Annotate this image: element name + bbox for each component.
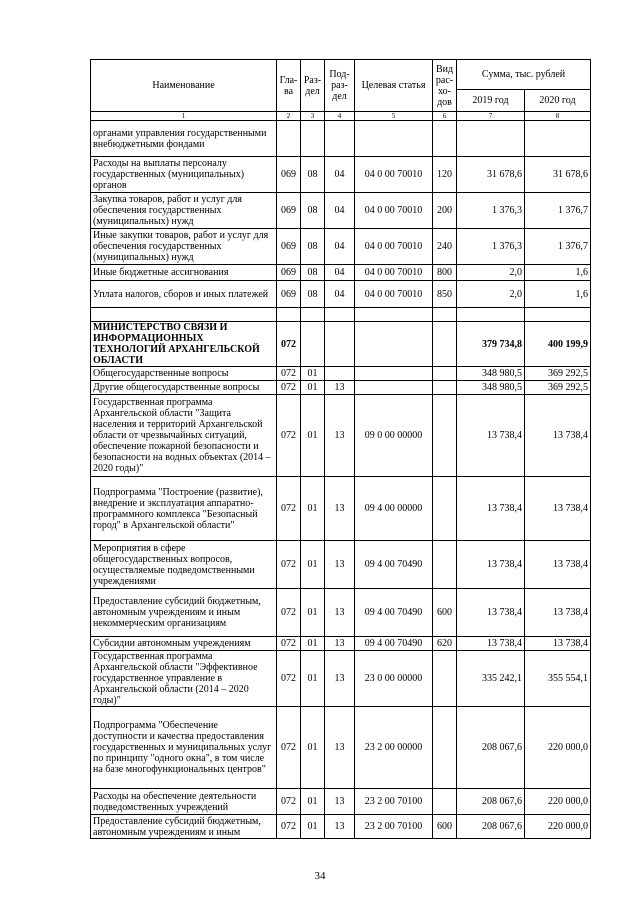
row-podrazdel: 04 — [325, 281, 355, 308]
row-name — [91, 308, 277, 322]
row-sum-2020 — [525, 121, 591, 157]
row-sum-2020: 1 376,7 — [525, 229, 591, 265]
row-glava: 072 — [277, 541, 301, 589]
row-sum-2020: 31 678,6 — [525, 157, 591, 193]
row-name: Закупка товаров, работ и услуг для обеспечения государственных (муниципальных) нужд — [91, 193, 277, 229]
row-sum-2019: 2,0 — [457, 281, 525, 308]
row-glava: 069 — [277, 265, 301, 281]
row-razdel: 08 — [301, 193, 325, 229]
table-row — [91, 707, 591, 789]
table-row — [91, 541, 591, 589]
row-sum-2019: 13 738,4 — [457, 589, 525, 637]
row-sum-2020: 1,6 — [525, 265, 591, 281]
row-vid: 800 — [433, 265, 457, 281]
row-target: 09 4 00 70490 — [355, 637, 433, 651]
row-sum-2020 — [525, 308, 591, 322]
row-target — [355, 381, 433, 395]
row-razdel: 01 — [301, 541, 325, 589]
row-razdel — [301, 322, 325, 367]
row-glava: 069 — [277, 193, 301, 229]
row-name: Мероприятия в сфере общегосударственных вопросов, осуществляемые подведомственными учреждениями — [91, 541, 277, 589]
row-name: МИНИСТЕРСТВО СВЯЗИ И ИНФОРМАЦИОННЫХ ТЕХНОЛОГИЙ АРХАНГЕЛЬСКОЙ ОБЛАСТИ — [91, 322, 277, 367]
row-name: Подпрограмма "Обеспечение доступности и качества предоставления государственных и муниципальных услуг по принципу "одного окна", в том числе на базе многофункциональных центров" — [91, 707, 277, 789]
header-podrazdel: Под-раз-дел — [325, 60, 355, 112]
row-glava: 072 — [277, 381, 301, 395]
page-number: 34 — [314, 870, 326, 882]
row-sum-2019: 348 980,5 — [457, 381, 525, 395]
row-target: 04 0 00 70010 — [355, 157, 433, 193]
row-vid — [433, 381, 457, 395]
row-razdel: 01 — [301, 637, 325, 651]
header-name: Наименование — [91, 60, 277, 112]
row-sum-2019: 348 980,5 — [457, 367, 525, 381]
column-number: 1 — [91, 112, 277, 121]
table-row — [91, 815, 591, 839]
row-sum-2019: 13 738,4 — [457, 541, 525, 589]
row-sum-2020: 13 738,4 — [525, 541, 591, 589]
table-row — [91, 157, 591, 193]
header-vid: Вид рас-хо-дов — [433, 60, 457, 112]
row-sum-2019: 379 734,8 — [457, 322, 525, 367]
row-sum-2020: 369 292,5 — [525, 381, 591, 395]
row-name: Иные бюджетные ассигнования — [91, 265, 277, 281]
header-target: Целевая статья — [355, 60, 433, 112]
row-target — [355, 322, 433, 367]
row-glava — [277, 308, 301, 322]
table-row — [91, 367, 591, 381]
row-sum-2019: 31 678,6 — [457, 157, 525, 193]
row-podrazdel: 13 — [325, 381, 355, 395]
row-sum-2020: 369 292,5 — [525, 367, 591, 381]
row-vid — [433, 789, 457, 815]
row-name: Другие общегосударственные вопросы — [91, 381, 277, 395]
row-razdel: 08 — [301, 157, 325, 193]
header-sum: Сумма, тыс. рублей — [457, 60, 591, 90]
row-name: Государственная программа Архангельской области "Защита населения и территорий Архангельской области от чрезвычайных ситуаций, обеспечение пожарной безопасности и безопасности на водных объектах (2014 – 2020 годы)" — [91, 395, 277, 477]
row-target: 23 2 00 00000 — [355, 707, 433, 789]
row-sum-2020: 13 738,4 — [525, 395, 591, 477]
row-name: Предоставление субсидий бюджетным, автономным учреждениям и иным некоммерческим организациям — [91, 589, 277, 637]
header-razdel: Раз-дел — [301, 60, 325, 112]
row-name: органами управления государственными внебюджетными фондами — [91, 121, 277, 157]
row-glava: 072 — [277, 589, 301, 637]
row-sum-2020: 13 738,4 — [525, 477, 591, 541]
row-glava: 072 — [277, 789, 301, 815]
row-glava: 069 — [277, 157, 301, 193]
row-podrazdel — [325, 367, 355, 381]
row-name: Иные закупки товаров, работ и услуг для обеспечения государственных (муниципальных) нужд — [91, 229, 277, 265]
row-vid — [433, 308, 457, 322]
row-vid — [433, 322, 457, 367]
row-sum-2019: 2,0 — [457, 265, 525, 281]
header-glava: Гла-ва — [277, 60, 301, 112]
table-row — [91, 381, 591, 395]
row-podrazdel: 13 — [325, 651, 355, 707]
row-sum-2019: 208 067,6 — [457, 815, 525, 839]
row-vid — [433, 477, 457, 541]
row-target: 23 2 00 70100 — [355, 789, 433, 815]
row-razdel — [301, 121, 325, 157]
row-sum-2019: 208 067,6 — [457, 789, 525, 815]
header-year-2019: 2019 год — [457, 90, 525, 112]
table-row — [91, 637, 591, 651]
row-name: Государственная программа Архангельской области "Эффективное государственное управление в Архангельской области (2014 – 2020 годы)" — [91, 651, 277, 707]
row-target: 04 0 00 70010 — [355, 229, 433, 265]
table-row — [91, 308, 591, 322]
row-glava: 072 — [277, 395, 301, 477]
table-row — [91, 477, 591, 541]
row-sum-2019: 13 738,4 — [457, 477, 525, 541]
row-vid: 120 — [433, 157, 457, 193]
row-podrazdel: 13 — [325, 707, 355, 789]
table-row — [91, 395, 591, 477]
row-vid: 240 — [433, 229, 457, 265]
row-podrazdel: 04 — [325, 265, 355, 281]
row-razdel — [301, 308, 325, 322]
row-sum-2019: 1 376,3 — [457, 229, 525, 265]
row-podrazdel: 13 — [325, 637, 355, 651]
row-razdel: 01 — [301, 707, 325, 789]
row-name: Общегосударственные вопросы — [91, 367, 277, 381]
row-glava: 069 — [277, 229, 301, 265]
row-sum-2020: 13 738,4 — [525, 637, 591, 651]
row-podrazdel: 13 — [325, 789, 355, 815]
column-number: 5 — [355, 112, 433, 121]
row-target: 04 0 00 70010 — [355, 193, 433, 229]
row-name: Расходы на обеспечение деятельности подведомственных учреждений — [91, 789, 277, 815]
row-name: Подпрограмма "Построение (развитие), внедрение и эксплуатация аппаратно-программного комплекса "Безопасный город" в Архангельской области" — [91, 477, 277, 541]
row-name: Расходы на выплаты персоналу государственных (муниципальных) органов — [91, 157, 277, 193]
row-sum-2019: 208 067,6 — [457, 707, 525, 789]
row-vid — [433, 651, 457, 707]
table-row — [91, 322, 591, 367]
row-target — [355, 367, 433, 381]
row-razdel: 01 — [301, 367, 325, 381]
row-sum-2020: 355 554,1 — [525, 651, 591, 707]
row-razdel: 01 — [301, 815, 325, 839]
row-name: Предоставление субсидий бюджетным, автономным учреждениям и иным — [91, 815, 277, 839]
row-glava — [277, 121, 301, 157]
row-razdel: 01 — [301, 477, 325, 541]
row-target: 09 4 00 00000 — [355, 477, 433, 541]
row-vid: 850 — [433, 281, 457, 308]
row-razdel: 01 — [301, 395, 325, 477]
table-row — [91, 789, 591, 815]
row-razdel: 08 — [301, 281, 325, 308]
row-sum-2019: 13 738,4 — [457, 395, 525, 477]
header-year-2020: 2020 год — [525, 90, 591, 112]
row-podrazdel: 13 — [325, 589, 355, 637]
row-glava: 072 — [277, 367, 301, 381]
row-podrazdel — [325, 322, 355, 367]
column-number: 6 — [433, 112, 457, 121]
row-target: 04 0 00 70010 — [355, 265, 433, 281]
row-podrazdel: 13 — [325, 541, 355, 589]
row-sum-2019 — [457, 121, 525, 157]
table-row — [91, 265, 591, 281]
row-vid — [433, 707, 457, 789]
row-razdel: 01 — [301, 589, 325, 637]
row-vid: 600 — [433, 589, 457, 637]
row-razdel: 08 — [301, 265, 325, 281]
row-vid — [433, 395, 457, 477]
column-number: 7 — [457, 112, 525, 121]
row-sum-2020: 1 376,7 — [525, 193, 591, 229]
row-razdel: 08 — [301, 229, 325, 265]
row-podrazdel: 13 — [325, 815, 355, 839]
row-target: 09 4 00 70490 — [355, 589, 433, 637]
row-sum-2020: 1,6 — [525, 281, 591, 308]
row-sum-2019: 335 242,1 — [457, 651, 525, 707]
row-podrazdel — [325, 308, 355, 322]
row-sum-2020: 220 000,0 — [525, 707, 591, 789]
table-body — [91, 121, 591, 839]
row-sum-2019: 13 738,4 — [457, 637, 525, 651]
column-number: 4 — [325, 112, 355, 121]
row-podrazdel: 13 — [325, 477, 355, 541]
row-glava: 069 — [277, 281, 301, 308]
budget-table-page — [90, 59, 590, 839]
row-razdel: 01 — [301, 789, 325, 815]
row-sum-2019: 1 376,3 — [457, 193, 525, 229]
row-target: 09 4 00 70490 — [355, 541, 433, 589]
column-number-row — [91, 112, 591, 121]
row-target: 09 0 00 00000 — [355, 395, 433, 477]
table-row — [91, 651, 591, 707]
row-target — [355, 308, 433, 322]
row-target — [355, 121, 433, 157]
row-glava: 072 — [277, 815, 301, 839]
column-number: 8 — [525, 112, 591, 121]
row-glava: 072 — [277, 477, 301, 541]
row-target: 04 0 00 70010 — [355, 281, 433, 308]
row-vid — [433, 541, 457, 589]
table-row — [91, 589, 591, 637]
row-vid: 200 — [433, 193, 457, 229]
budget-table — [90, 59, 591, 839]
row-vid — [433, 367, 457, 381]
row-sum-2020: 220 000,0 — [525, 815, 591, 839]
table-row — [91, 229, 591, 265]
row-podrazdel: 04 — [325, 193, 355, 229]
row-name: Субсидии автономным учреждениям — [91, 637, 277, 651]
row-name: Уплата налогов, сборов и иных платежей — [91, 281, 277, 308]
table-row — [91, 281, 591, 308]
row-sum-2020: 220 000,0 — [525, 789, 591, 815]
row-target: 23 0 00 00000 — [355, 651, 433, 707]
row-glava: 072 — [277, 322, 301, 367]
row-sum-2020: 400 199,9 — [525, 322, 591, 367]
table-row — [91, 193, 591, 229]
row-razdel: 01 — [301, 651, 325, 707]
row-podrazdel: 04 — [325, 157, 355, 193]
row-glava: 072 — [277, 651, 301, 707]
row-sum-2020: 13 738,4 — [525, 589, 591, 637]
row-vid — [433, 121, 457, 157]
row-target: 23 2 00 70100 — [355, 815, 433, 839]
column-number: 2 — [277, 112, 301, 121]
column-number: 3 — [301, 112, 325, 121]
row-vid: 600 — [433, 815, 457, 839]
table-row — [91, 121, 591, 157]
row-sum-2019 — [457, 308, 525, 322]
row-razdel: 01 — [301, 381, 325, 395]
row-podrazdel: 04 — [325, 229, 355, 265]
row-podrazdel — [325, 121, 355, 157]
row-glava: 072 — [277, 637, 301, 651]
row-podrazdel: 13 — [325, 395, 355, 477]
row-vid: 620 — [433, 637, 457, 651]
row-glava: 072 — [277, 707, 301, 789]
